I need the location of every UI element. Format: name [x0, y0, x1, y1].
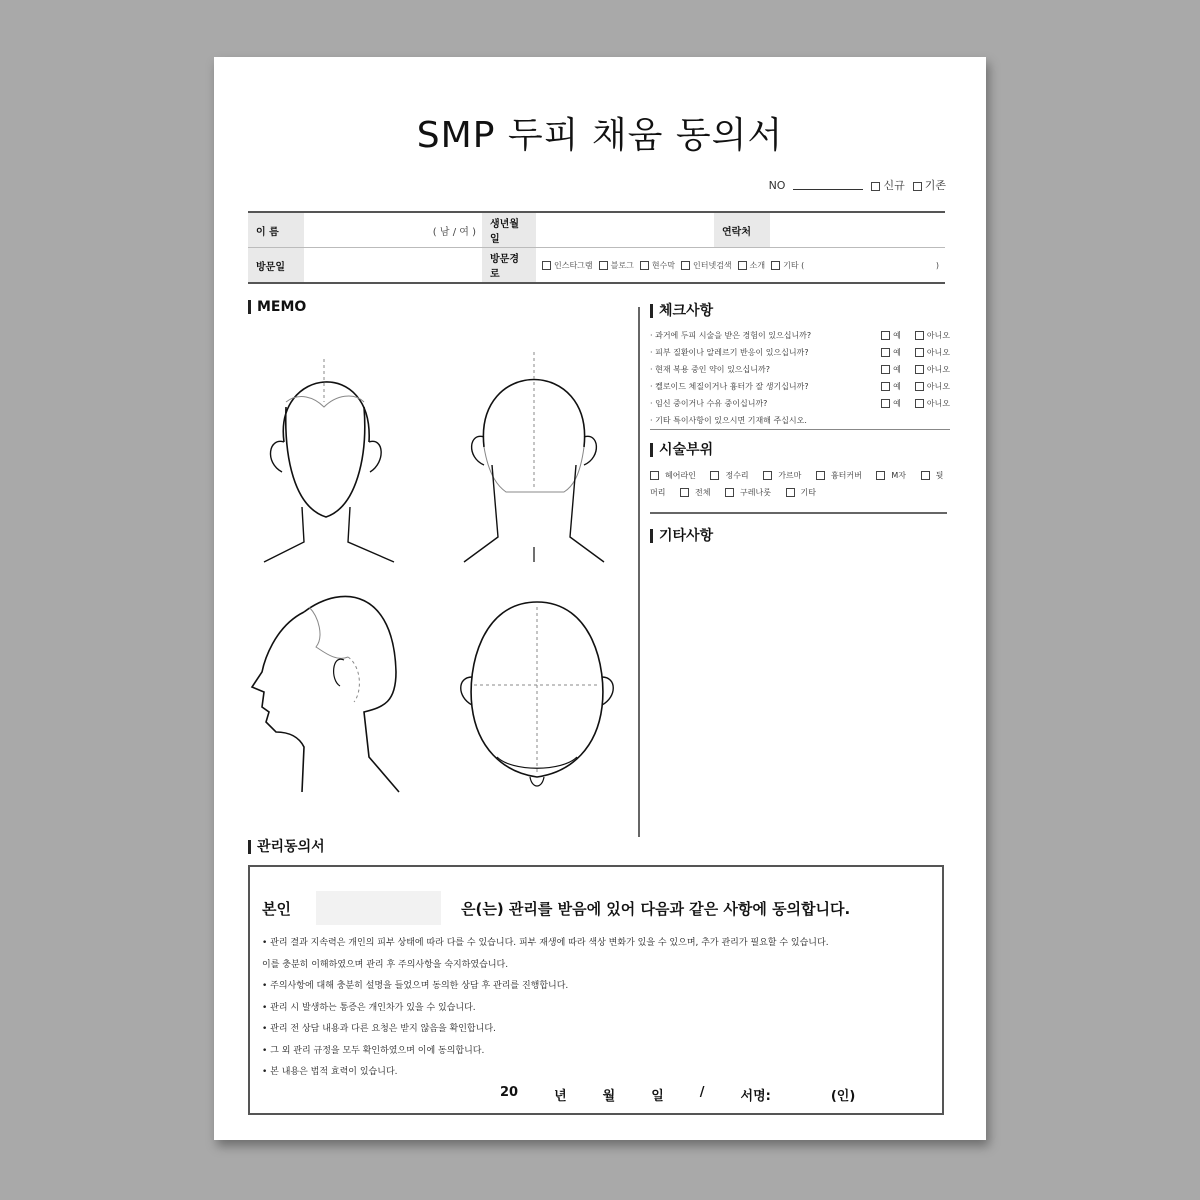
front-head-drawing	[244, 347, 404, 567]
checkbox-icon	[640, 261, 649, 270]
route-option[interactable]: 인스타그램	[542, 260, 593, 271]
consent-term: • 관리 시 발생하는 통증은 개인차가 있을 수 있습니다.	[262, 1002, 476, 1013]
route-option[interactable]: 블로그	[599, 260, 634, 271]
area-option[interactable]: M자	[876, 471, 912, 480]
consent-term: • 관리 전 상담 내용과 다른 요청은 받지 않음을 확인합니다.	[262, 1024, 496, 1034]
subject-label: 본인	[262, 899, 291, 918]
check-question: · 과거에 두피 시술을 받은 경험이 있으십니까?	[650, 331, 812, 340]
no-blank[interactable]	[793, 180, 863, 190]
etc-heading: 기타사항	[650, 529, 713, 543]
birth-label: 생년월일	[482, 213, 536, 247]
consent-box	[248, 865, 944, 1115]
check-question: · 피부 질환이나 알레르기 반응이 있으십니까?	[650, 348, 809, 357]
checkbox-icon	[710, 471, 719, 480]
checkbox-icon	[763, 471, 772, 480]
checkbox-icon	[650, 471, 659, 480]
consent-term: • 주의사항에 대해 충분히 설명을 들었으며 동의한 상담 후 관리를 진행합니다.	[262, 981, 569, 991]
visit-route-options	[536, 248, 945, 282]
checkbox-icon	[725, 488, 734, 497]
checkbox-icon	[542, 261, 551, 270]
check-yes[interactable]: 예	[881, 381, 901, 392]
check-row	[650, 378, 950, 395]
area-divider	[650, 512, 947, 514]
contact-field[interactable]	[770, 213, 945, 247]
area-option[interactable]: 전체	[680, 488, 716, 497]
check-no[interactable]: 아니오	[915, 347, 950, 358]
checkbox-icon	[881, 365, 890, 374]
check-row	[650, 361, 950, 378]
form-number-line	[769, 177, 946, 193]
consent-term: • 관리 결과 지속력은 개인의 피부 상태에 따라 다를 수 있습니다. 피부 재생에 따라 색상 변화가 있을 수 있으며, 추가 관리가 필요할 수 있습니다.	[262, 938, 829, 948]
birth-field[interactable]	[536, 213, 714, 247]
customer-info-table	[248, 211, 945, 284]
visit-date-label: 방문일	[248, 248, 304, 282]
check-answers	[881, 398, 950, 409]
check-question: · 현재 복용 중인 약이 있으십니까?	[650, 365, 770, 374]
back-head-drawing	[454, 347, 614, 567]
page-title: SMP 두피 채움 동의서	[416, 115, 784, 156]
consent-heading: 관리동의서	[248, 840, 325, 854]
signature-line	[500, 1085, 855, 1104]
check-yes[interactable]: 예	[881, 330, 901, 341]
area-option[interactable]: 구레나룻	[725, 488, 777, 497]
checkbox-icon	[881, 399, 890, 408]
checkbox-icon	[881, 348, 890, 357]
area-option[interactable]: 흉터커버	[816, 471, 868, 480]
consent-form-paper	[214, 57, 986, 1140]
consent-statement-line	[262, 891, 850, 925]
check-no[interactable]: 아니오	[915, 381, 950, 392]
check-row	[650, 344, 950, 361]
checkbox-icon	[681, 261, 690, 270]
route-option[interactable]: 기타 (	[771, 260, 804, 271]
consent-terms	[262, 933, 932, 1084]
treatment-area-options	[650, 467, 950, 501]
check-question: · 켈로이드 체질이거나 흉터가 잘 생기십니까?	[650, 382, 809, 391]
name-label: 이 름	[248, 213, 304, 247]
visit-route-label: 방문경로	[482, 248, 536, 282]
consent-term: 이를 충분히 이해하였으며 관리 후 주의사항을 숙지하였습니다.	[262, 959, 509, 970]
area-option[interactable]: 뒷머리	[650, 471, 944, 497]
check-answers	[881, 381, 950, 392]
name-field[interactable]	[304, 213, 482, 247]
check-row	[650, 327, 950, 344]
sign-slash: /	[699, 1085, 705, 1100]
memo-heading: MEMO	[248, 300, 306, 314]
checkbox-icon	[915, 348, 924, 357]
sign-month-label: 월	[602, 1089, 616, 1104]
etc-notes-area[interactable]	[650, 552, 947, 832]
visit-option-existing[interactable]: 기존	[913, 177, 946, 193]
check-question: · 임신 중이거나 수유 중이십니까?	[650, 399, 768, 408]
consent-term: • 그 외 관리 규정을 모두 확인하였으며 이에 동의합니다.	[262, 1045, 485, 1056]
route-option[interactable]: 소개	[738, 260, 765, 271]
check-row	[650, 395, 950, 412]
area-option[interactable]: 정수리	[710, 471, 754, 480]
check-question: · 기타 특이사항이 있으시면 기재해 주십시오.	[650, 416, 807, 425]
checkbox-icon	[738, 261, 747, 270]
seal-label[interactable]: (인)	[830, 1089, 856, 1104]
checklist	[650, 327, 950, 430]
info-row-1	[248, 213, 945, 248]
checkbox-icon	[915, 399, 924, 408]
sign-label: 서명:	[740, 1089, 771, 1104]
area-option[interactable]: 기타	[786, 488, 822, 497]
route-option[interactable]: 인터넷검색	[681, 260, 732, 271]
checkbox-icon	[921, 471, 930, 480]
area-heading: 시술부위	[650, 443, 713, 457]
consent-term: • 본 내용은 법적 효력이 있습니다.	[262, 1067, 398, 1077]
checkbox-icon	[816, 471, 825, 480]
checkbox-icon	[599, 261, 608, 270]
visit-date-field[interactable]	[304, 248, 482, 282]
check-yes[interactable]: 예	[881, 398, 901, 409]
checkbox-icon	[786, 488, 795, 497]
checkbox-icon	[771, 261, 780, 270]
visit-option-new[interactable]: 신규	[871, 177, 904, 193]
check-heading: 체크사항	[650, 304, 713, 318]
sign-day-label: 일	[651, 1089, 664, 1104]
check-yes[interactable]: 예	[881, 347, 901, 358]
checkbox-icon	[876, 471, 885, 480]
gender-label: ( 남 / 여 )	[432, 226, 476, 238]
subject-name-field[interactable]	[316, 891, 441, 925]
check-no[interactable]: 아니오	[915, 364, 950, 375]
contact-label: 연락처	[714, 213, 770, 247]
check-answers	[881, 347, 950, 358]
checkbox-icon	[915, 365, 924, 374]
route-option[interactable]: 현수막	[640, 260, 675, 271]
check-no[interactable]: 아니오	[915, 398, 950, 409]
no-label: NO	[768, 178, 786, 192]
side-head-drawing	[244, 582, 414, 802]
check-no[interactable]: 아니오	[915, 330, 950, 341]
area-option[interactable]: 가르마	[763, 471, 807, 480]
consent-statement: 은(는) 관리를 받음에 있어 다음과 같은 사항에 동의합니다.	[460, 899, 851, 918]
check-answers	[881, 330, 950, 341]
checkbox-icon	[915, 382, 924, 391]
checkbox-icon	[871, 182, 880, 191]
checkbox-icon	[913, 182, 922, 191]
route-close-paren: )	[935, 260, 939, 270]
check-answers	[881, 364, 950, 375]
check-row-other[interactable]	[650, 412, 950, 430]
check-yes[interactable]: 예	[881, 364, 901, 375]
column-divider	[638, 307, 640, 837]
info-row-2	[248, 248, 945, 282]
sign-year-label: 년	[554, 1089, 567, 1104]
top-head-drawing	[452, 597, 622, 817]
sign-year: 20	[500, 1085, 519, 1100]
checkbox-icon	[881, 331, 890, 340]
checkbox-icon	[680, 488, 689, 497]
checkbox-icon	[881, 382, 890, 391]
area-option[interactable]: 헤어라인	[650, 471, 702, 480]
checkbox-icon	[915, 331, 924, 340]
